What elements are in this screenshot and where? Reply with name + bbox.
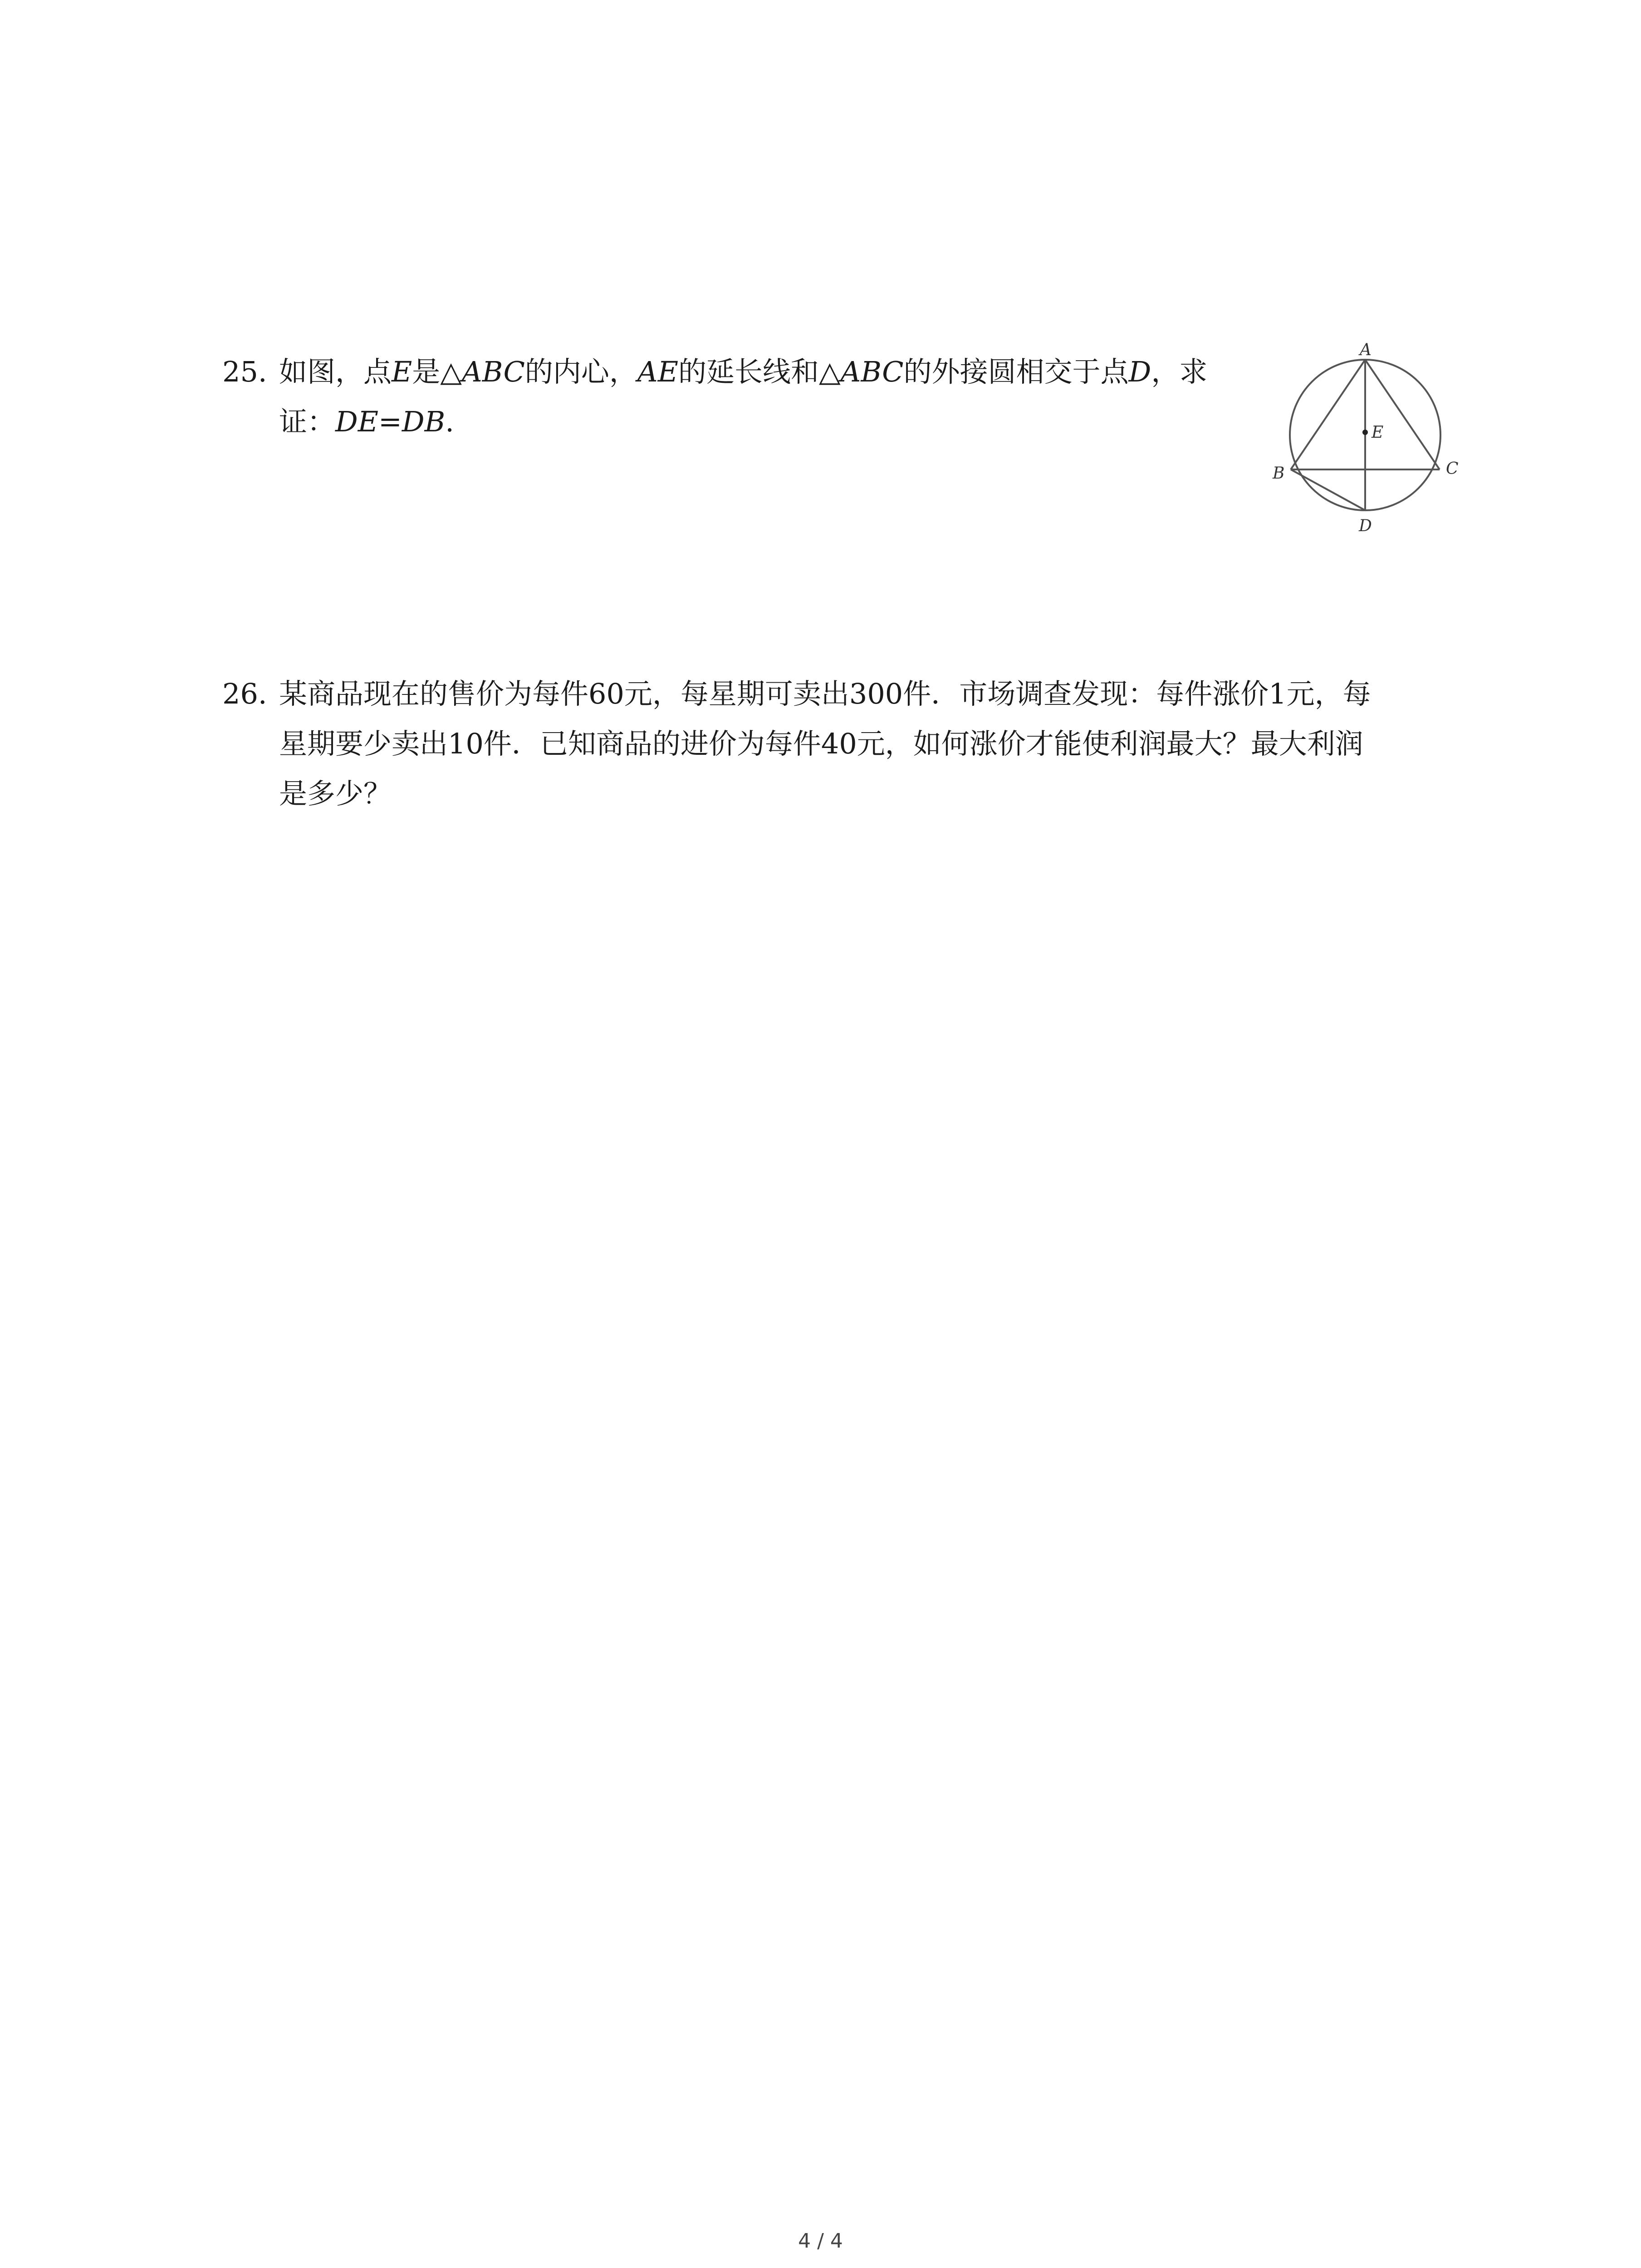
math-var: ABC	[840, 355, 904, 388]
problem-line	[279, 347, 1207, 397]
problem-text	[279, 669, 1371, 819]
segment-BD	[1291, 469, 1365, 510]
page-number: 4 / 4	[798, 2229, 843, 2253]
label-C: C	[1446, 459, 1459, 478]
circle-triangle-diagram	[1268, 342, 1490, 551]
problem-number: 25.	[222, 355, 267, 388]
math-equation: DE=DB	[335, 405, 446, 438]
problem-line	[279, 397, 1207, 447]
label-B: B	[1273, 464, 1285, 483]
problem-line: 是多少？	[279, 777, 392, 810]
label-E: E	[1372, 423, 1384, 442]
text-run: 如图，点	[279, 355, 392, 388]
text-run: 的外接圆相交于点	[903, 355, 1129, 388]
problem-line: 星期要少卖出10件．已知商品的进价为每件40元，如何涨价才能使利润最大？最大利润	[279, 727, 1363, 760]
text-run: 的内心，	[524, 355, 637, 388]
segment-AB	[1291, 360, 1365, 469]
geometry-figure	[1268, 342, 1490, 551]
label-A: A	[1360, 342, 1372, 359]
label-D: D	[1359, 517, 1372, 535]
segment-AC	[1365, 360, 1440, 469]
text-run: .	[445, 405, 454, 438]
text-run: ，求	[1151, 355, 1208, 388]
text-run: 是△	[412, 355, 462, 388]
problem-25	[222, 347, 1266, 456]
problem-26	[222, 669, 1456, 832]
math-var: AE	[637, 355, 678, 388]
math-var: D	[1128, 355, 1151, 388]
math-var: E	[392, 355, 412, 388]
math-var: ABC	[461, 355, 525, 388]
text-run: 的延长线和△	[678, 355, 841, 388]
problem-text	[279, 347, 1207, 447]
problem-number: 26.	[222, 677, 267, 710]
text-run: 证：	[279, 405, 336, 438]
point-E	[1362, 430, 1368, 435]
problem-line: 某商品现在的售价为每件60元，每星期可卖出300件．市场调查发现：每件涨价1元，每	[279, 677, 1371, 710]
